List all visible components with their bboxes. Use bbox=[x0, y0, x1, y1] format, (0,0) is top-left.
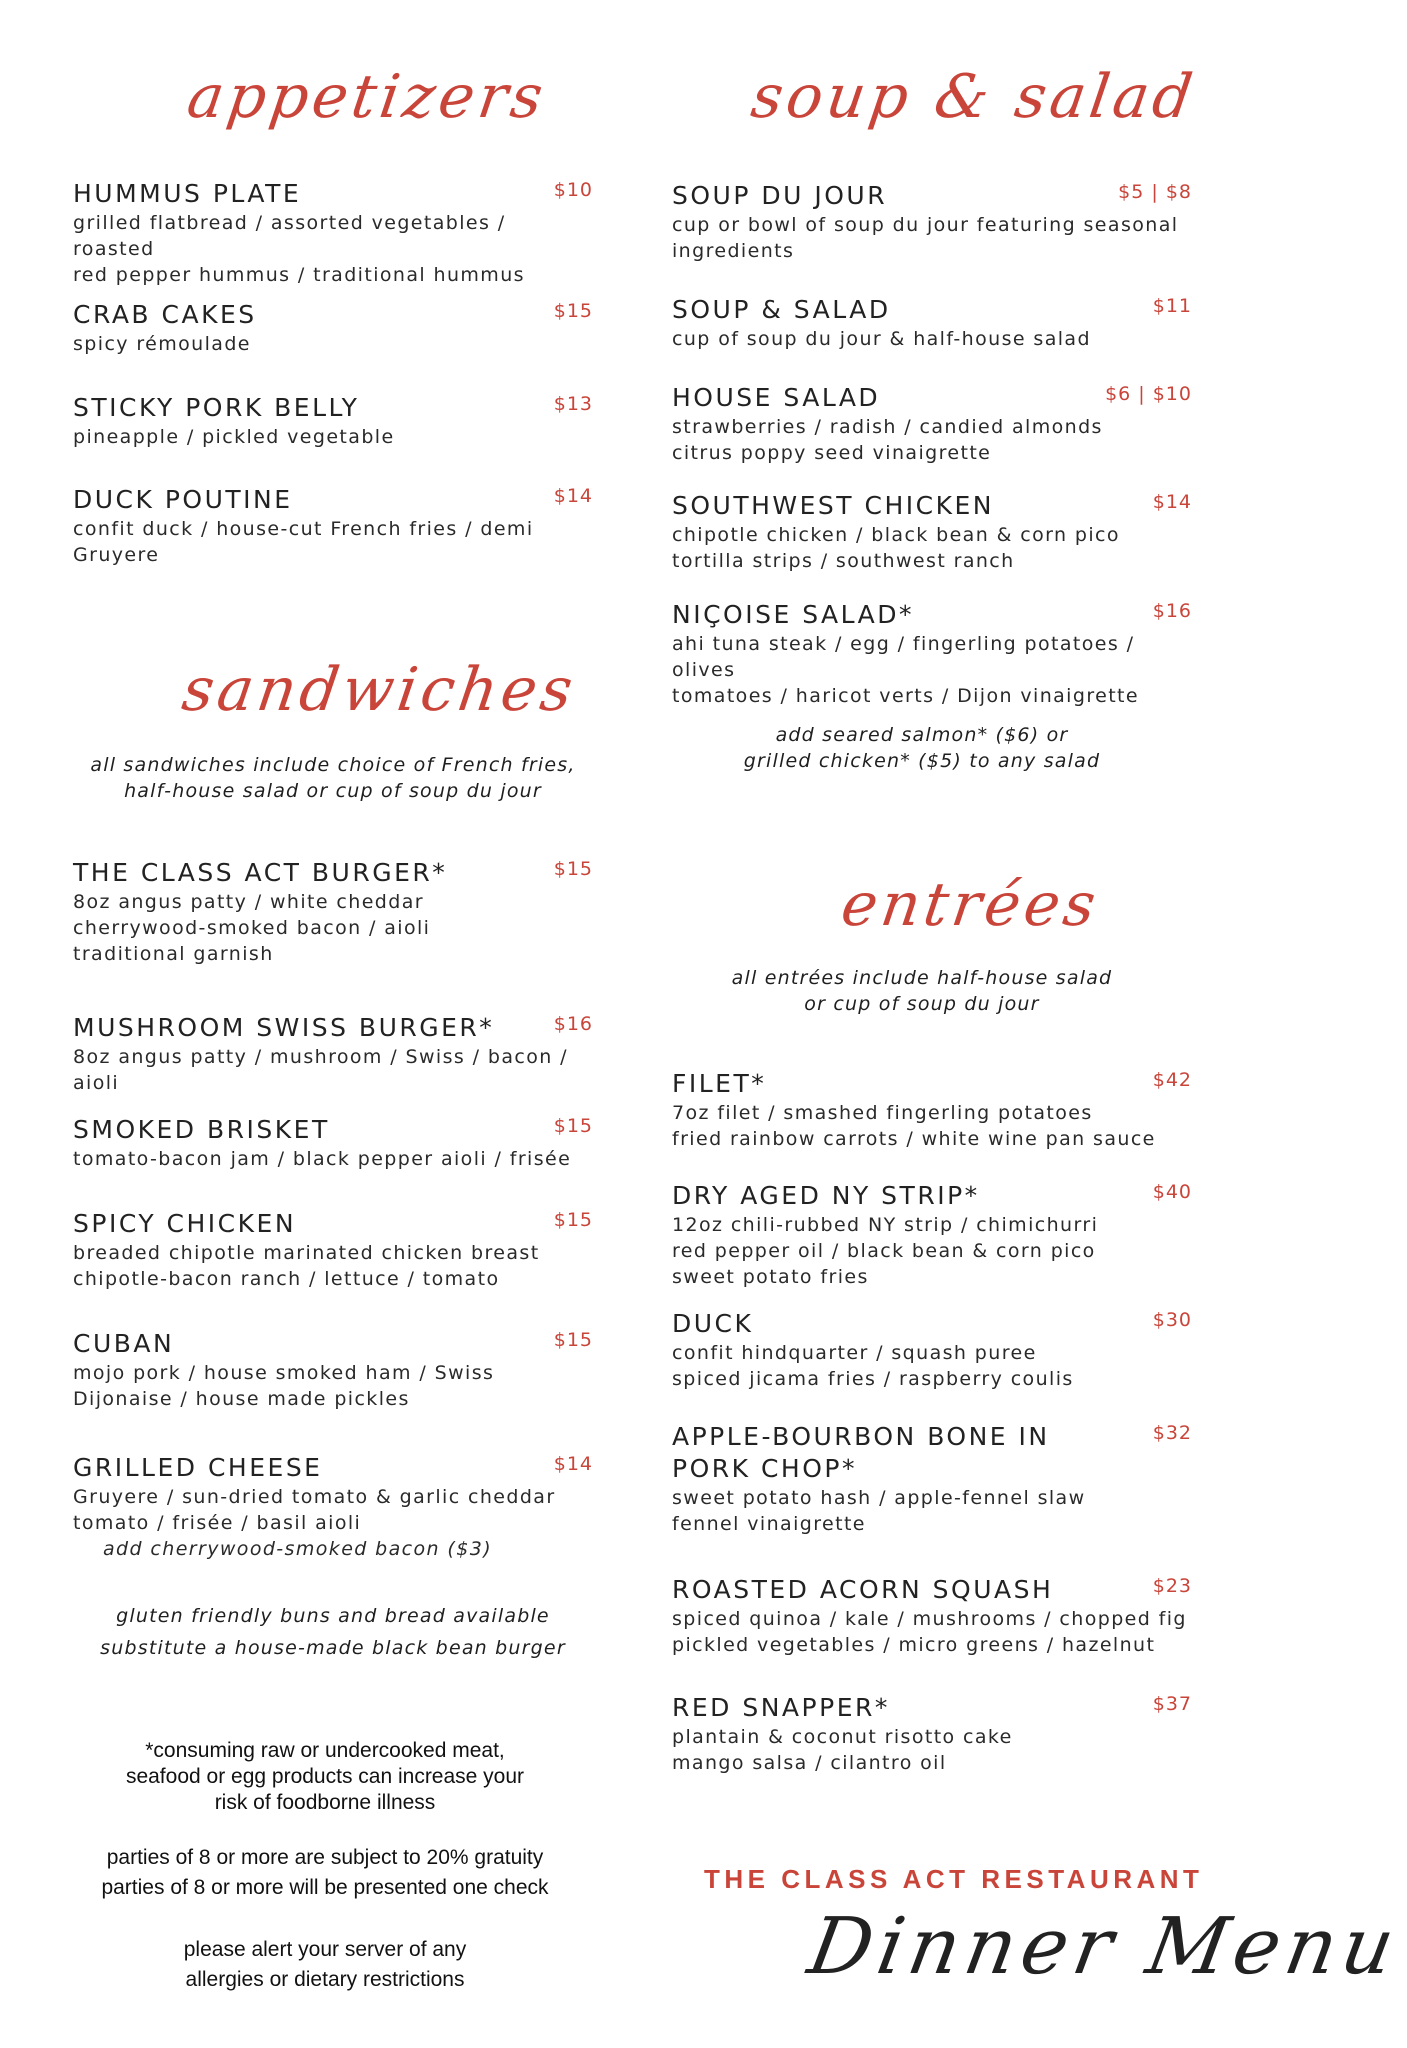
item-name: CUBAN bbox=[73, 1329, 175, 1358]
item-desc-line: pineapple / pickled vegetable bbox=[73, 426, 395, 448]
menu-item-class-act-burger bbox=[73, 857, 593, 967]
note-line: all sandwiches include choice of French fries, bbox=[90, 754, 576, 776]
item-desc-line: tortilla strips / southwest ranch bbox=[672, 550, 1015, 572]
footer-line: parties of 8 or more are subject to 20% gratuity bbox=[106, 1846, 544, 1869]
item-price: $42 bbox=[1152, 1069, 1192, 1091]
item-desc-line: fennel vinaigrette bbox=[672, 1513, 866, 1535]
menu-item-spicy-chicken bbox=[73, 1208, 593, 1292]
entrees-heading: entrées bbox=[837, 870, 1104, 940]
note-line: half-house salad or cup of soup du jour bbox=[124, 780, 542, 802]
item-price: $15 bbox=[553, 1209, 593, 1231]
footer-line: allergies or dietary restrictions bbox=[185, 1968, 465, 1991]
item-desc-line: fried rainbow carrots / white wine pan sauce bbox=[672, 1128, 1156, 1150]
menu-title: Dinner Menu bbox=[802, 1902, 1407, 1992]
menu-item-grilled-cheese bbox=[73, 1452, 593, 1562]
item-name: SOUP & SALAD bbox=[672, 295, 891, 324]
item-price: $15 bbox=[553, 1115, 593, 1137]
sandwiches-note bbox=[73, 752, 593, 804]
item-desc-line: 8oz angus patty / white cheddar bbox=[73, 891, 424, 913]
item-desc-line: confit hindquarter / squash puree bbox=[672, 1342, 1037, 1364]
footer-parties bbox=[30, 1843, 620, 1903]
item-desc-line: breaded chipotle marinated chicken breast bbox=[73, 1242, 540, 1264]
salad-addon-note bbox=[662, 722, 1182, 774]
item-desc-line: spiced quinoa / kale / mushrooms / chopped fig bbox=[672, 1608, 1187, 1630]
item-price: $11 bbox=[1152, 295, 1192, 317]
footer-allergies bbox=[30, 1935, 620, 1995]
menu-item-mushroom-swiss-burger bbox=[73, 1012, 593, 1096]
item-desc-line: cup of soup du jour & half-house salad bbox=[672, 328, 1091, 350]
item-price: $15 bbox=[553, 300, 593, 322]
footer-line: seafood or egg products can increase your bbox=[125, 1765, 525, 1788]
item-addon: add cherrywood-smoked bacon ($3) bbox=[103, 1538, 493, 1560]
footer-line: parties of 8 or more will be presented one check bbox=[101, 1876, 549, 1899]
item-name: SPICY CHICKEN bbox=[73, 1209, 297, 1238]
item-desc-line: traditional garnish bbox=[73, 943, 274, 965]
item-name: ROASTED ACORN SQUASH bbox=[672, 1575, 1054, 1604]
item-name: APPLE-BOURBON BONE IN bbox=[672, 1422, 1050, 1451]
menu-item-roasted-acorn-squash bbox=[672, 1574, 1192, 1658]
footer-warning bbox=[30, 1738, 620, 1816]
item-name: DUCK POUTINE bbox=[73, 485, 293, 514]
item-desc-line: pickled vegetables / micro greens / hazelnut bbox=[672, 1634, 1156, 1656]
item-name: STICKY PORK BELLY bbox=[73, 393, 360, 422]
item-desc-line: chipotle-bacon ranch / lettuce / tomato bbox=[73, 1268, 500, 1290]
restaurant-name: THE CLASS ACT RESTAURANT bbox=[704, 1864, 1204, 1894]
menu-item-crab-cakes bbox=[73, 299, 593, 357]
footer-line: risk of foodborne illness bbox=[214, 1791, 436, 1814]
item-desc-line: tomato-bacon jam / black pepper aioli / frisée bbox=[73, 1148, 572, 1170]
item-desc-line: red pepper hummus / traditional hummus bbox=[73, 264, 525, 286]
item-desc-line: chipotle chicken / black bean & corn pico bbox=[672, 524, 1120, 546]
item-name-line-2: PORK CHOP* bbox=[672, 1454, 857, 1483]
menu-item-duck bbox=[672, 1308, 1192, 1392]
footer-line: *consuming raw or undercooked meat, bbox=[145, 1739, 505, 1762]
menu-item-sticky-pork-belly bbox=[73, 392, 593, 450]
menu-item-nicoise-salad bbox=[672, 599, 1192, 709]
menu-item-dry-aged-ny-strip bbox=[672, 1180, 1192, 1290]
menu-item-filet bbox=[672, 1068, 1192, 1152]
appetizers-heading: appetizers bbox=[183, 62, 551, 132]
menu-item-soup-du-jour bbox=[672, 180, 1192, 264]
item-desc-line: ingredients bbox=[672, 240, 795, 262]
menu-item-southwest-chicken bbox=[672, 490, 1192, 574]
item-price: $13 bbox=[553, 393, 593, 415]
item-desc-line: citrus poppy seed vinaigrette bbox=[672, 442, 992, 464]
menu-item-soup-and-salad bbox=[672, 294, 1192, 352]
item-name: SOUP DU JOUR bbox=[672, 181, 888, 210]
menu-item-hummus-plate bbox=[73, 178, 593, 288]
sandwiches-footnote bbox=[73, 1603, 593, 1661]
item-name: THE CLASS ACT BURGER* bbox=[73, 858, 448, 887]
item-desc-line: tomatoes / haricot verts / Dijon vinaigrette bbox=[672, 685, 1139, 707]
item-desc-line: mango salsa / cilantro oil bbox=[672, 1752, 947, 1774]
item-desc-line: Dijonaise / house made pickles bbox=[73, 1388, 410, 1410]
item-desc-line: cherrywood-smoked bacon / aioli bbox=[73, 917, 431, 939]
item-desc-line: 8oz angus patty / mushroom / Swiss / bacon / aioli bbox=[73, 1046, 568, 1094]
footer-line: please alert your server of any bbox=[183, 1938, 467, 1961]
item-name: DUCK bbox=[672, 1309, 754, 1338]
item-name: SMOKED BRISKET bbox=[73, 1115, 330, 1144]
item-desc-line: strawberries / radish / candied almonds bbox=[672, 416, 1103, 438]
item-price: $16 bbox=[553, 1013, 593, 1035]
item-price: $37 bbox=[1152, 1693, 1192, 1715]
item-price: $16 bbox=[1152, 600, 1192, 622]
item-price: $40 bbox=[1152, 1181, 1192, 1203]
note-line: add seared salmon* ($6) or bbox=[775, 724, 1069, 746]
item-desc-line: ahi tuna steak / egg / fingerling potatoes / olives bbox=[672, 633, 1135, 681]
item-name: SOUTHWEST CHICKEN bbox=[672, 491, 994, 520]
item-name: FILET* bbox=[672, 1069, 767, 1098]
item-price: $15 bbox=[553, 1329, 593, 1351]
item-desc-line: Gruyere bbox=[73, 544, 160, 566]
item-desc-line: sweet potato fries bbox=[672, 1266, 869, 1288]
footnote-line: gluten friendly buns and bread available bbox=[116, 1605, 550, 1627]
item-desc-line: 7oz filet / smashed fingerling potatoes bbox=[672, 1102, 1093, 1124]
item-price: $10 bbox=[553, 179, 593, 201]
item-desc-line: 12oz chili-rubbed NY strip / chimichurri bbox=[672, 1214, 1099, 1236]
item-price: $14 bbox=[1152, 491, 1192, 513]
item-desc-line: mojo pork / house smoked ham / Swiss bbox=[73, 1362, 495, 1384]
menu-item-duck-poutine bbox=[73, 484, 593, 568]
item-name: GRILLED CHEESE bbox=[73, 1453, 323, 1482]
footnote-line: substitute a house-made black bean burger bbox=[100, 1637, 566, 1659]
item-name: HOUSE SALAD bbox=[672, 383, 881, 412]
entrees-note bbox=[662, 965, 1182, 1017]
note-line: or cup of soup du jour bbox=[804, 993, 1040, 1015]
item-name: RED SNAPPER* bbox=[672, 1693, 890, 1722]
item-desc-line: spiced jicama fries / raspberry coulis bbox=[672, 1368, 1074, 1390]
item-desc-line: tomato / frisée / basil aioli bbox=[73, 1512, 362, 1534]
menu-item-apple-bourbon-pork-chop bbox=[672, 1421, 1192, 1537]
item-name: HUMMUS PLATE bbox=[73, 179, 302, 208]
menu-item-smoked-brisket bbox=[73, 1114, 593, 1172]
item-desc-line: red pepper oil / black bean & corn pico bbox=[672, 1240, 1096, 1262]
item-name: CRAB CAKES bbox=[73, 300, 257, 329]
note-line: all entrées include half-house salad bbox=[731, 967, 1113, 989]
item-desc-line: sweet potato hash / apple-fennel slaw bbox=[672, 1487, 1086, 1509]
item-price: $5 | $8 bbox=[1118, 181, 1192, 203]
item-name: DRY AGED NY STRIP* bbox=[672, 1181, 980, 1210]
item-price: $14 bbox=[553, 485, 593, 507]
soup-salad-heading: soup & salad bbox=[747, 62, 1201, 132]
item-price: $32 bbox=[1152, 1422, 1192, 1444]
item-desc-line: Gruyere / sun-dried tomato & garlic cheddar bbox=[73, 1486, 556, 1508]
item-name: MUSHROOM SWISS BURGER* bbox=[73, 1013, 495, 1042]
item-price: $14 bbox=[553, 1453, 593, 1475]
sandwiches-heading: sandwiches bbox=[178, 655, 581, 725]
item-desc-line: spicy rémoulade bbox=[73, 333, 251, 355]
item-name: NIÇOISE SALAD* bbox=[672, 600, 914, 629]
menu-item-house-salad bbox=[672, 382, 1192, 466]
item-desc-line: grilled flatbread / assorted vegetables / roasted bbox=[73, 212, 506, 260]
item-desc-line: confit duck / house-cut French fries / demi bbox=[73, 518, 534, 540]
item-price: $6 | $10 bbox=[1105, 383, 1192, 405]
item-price: $15 bbox=[553, 858, 593, 880]
item-desc-line: plantain & coconut risotto cake bbox=[672, 1726, 1013, 1748]
note-line: grilled chicken* ($5) to any salad bbox=[743, 750, 1101, 772]
item-desc-line: cup or bowl of soup du jour featuring seasonal bbox=[672, 214, 1179, 236]
menu-item-cuban bbox=[73, 1328, 593, 1412]
menu-item-red-snapper bbox=[672, 1692, 1192, 1776]
item-price: $23 bbox=[1152, 1575, 1192, 1597]
item-price: $30 bbox=[1152, 1309, 1192, 1331]
